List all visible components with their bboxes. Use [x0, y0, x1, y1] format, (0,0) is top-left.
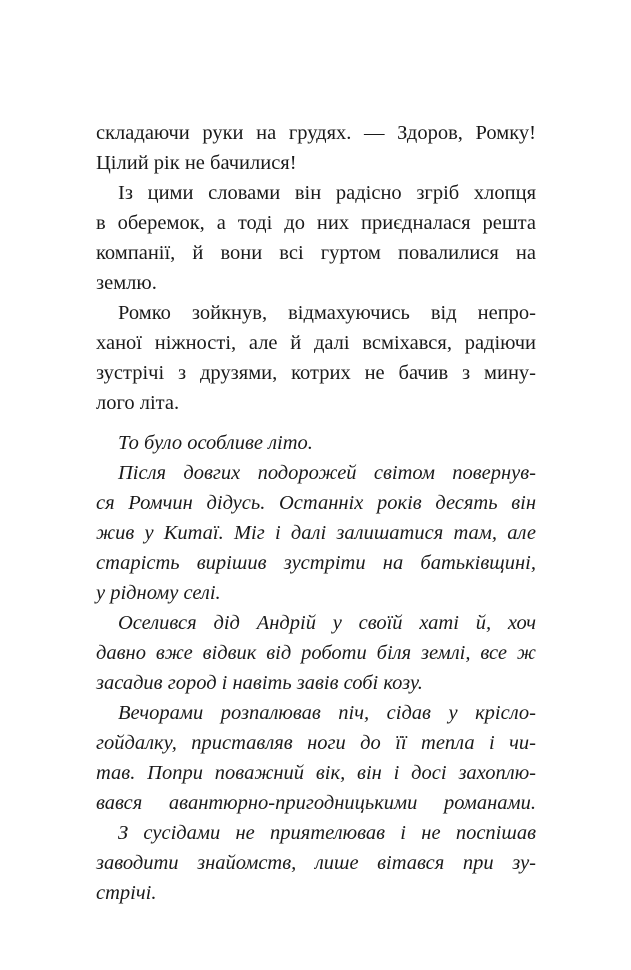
text-line: засадив город і навіть завів собі козу. [96, 672, 423, 694]
paragraph-start-line: Ромко зойкнув, відмахуючись від непро- [118, 302, 536, 324]
text-line: у рідному селі. [96, 582, 221, 604]
text-line: стрічі. [96, 882, 157, 904]
text-line: давно вже відвик від роботи біля землі, все ж [96, 642, 536, 664]
text-line: зустрічі з друзями, котрих не бачив з мину- [96, 362, 536, 384]
text-line: в оберемок, а тоді до них приєдналася решта [96, 212, 536, 234]
paragraph-start-line: Оселився дід Андрій у своїй хаті й, хоч [118, 612, 536, 634]
text-line: жив у Китаї. Міг і далі залишатися там, але [96, 522, 536, 544]
text-line: компанії, й вони всі гуртом повалилися на [96, 242, 536, 264]
text-line: Цілий рік не бачилися! [96, 152, 297, 174]
paragraph-start-line: Після довгих подорожей світом повернув- [118, 462, 536, 484]
paragraph-start-line: Вечорами розпалював піч, сідав у крісло- [118, 702, 536, 724]
text-line: старість вирішив зустріти на батьківщині, [96, 552, 536, 574]
paragraph-start-line: Із цими словами він радісно згріб хлопця [118, 182, 536, 204]
text-line: вався авантюрно-пригодницькими романами. [96, 792, 536, 814]
text-line: заводити знайомств, лише вітався при зу- [96, 852, 536, 874]
text-line: тав. Попри поважний вік, він і досі захоплю- [96, 762, 536, 784]
text-line: складаючи руки на грудях. — Здоров, Ромку! [96, 122, 536, 144]
text-line: гойдалку, приставляв ноги до її тепла і чи- [96, 732, 536, 754]
text-line: лого літа. [96, 392, 180, 414]
text-line: ся Ромчин дідусь. Останніх років десять він [96, 492, 536, 514]
paragraph-start-line: З сусідами не приятелював і не поспішав [118, 822, 536, 844]
text-line: ханої ніжності, але й далі всміхався, радіючи [96, 332, 536, 354]
text-line: землю. [96, 272, 157, 294]
paragraph-start-line: То було особливе літо. [118, 432, 313, 454]
